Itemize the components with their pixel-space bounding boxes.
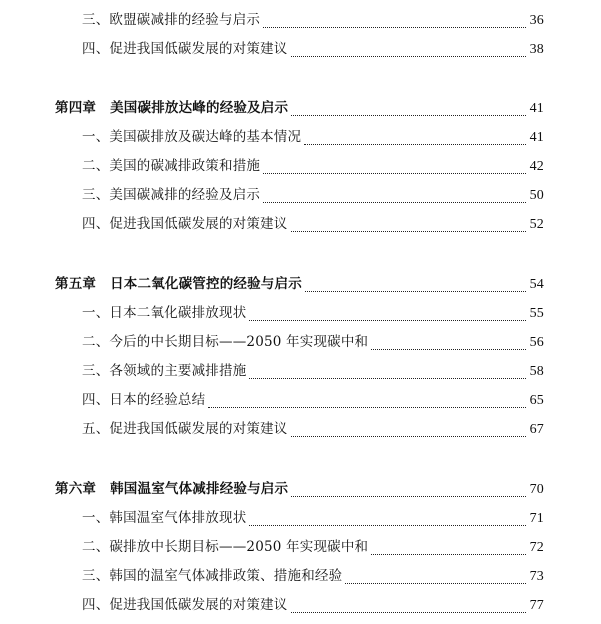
toc-section-entry[interactable]	[82, 564, 544, 588]
section-number: 四、	[82, 392, 110, 408]
section-title: 促进我国低碳发展的对策建议	[109, 41, 288, 57]
section-number: 一、	[82, 305, 110, 321]
section-title: 韩国温室气体排放现状	[109, 510, 247, 526]
dot-leader	[291, 612, 526, 613]
section-number: 二、	[82, 158, 110, 174]
chapter-title: 韩国温室气体减排经验与启示	[110, 481, 289, 497]
chapter-title: 日本二氧化碳管控的经验与启示	[110, 276, 302, 292]
toc-chapter-entry[interactable]	[55, 272, 544, 296]
page-number: 42	[529, 159, 544, 174]
dot-leader	[371, 554, 525, 555]
section-title: 美国的碳减排政策和措施	[109, 158, 261, 174]
toc-section-entry[interactable]	[82, 388, 544, 412]
section-title: 碳排放中长期目标——2050 年实现碳中和	[109, 539, 369, 555]
page-number: 77	[529, 598, 544, 613]
section-number: 四、	[82, 597, 110, 613]
toc-section-entry[interactable]	[82, 183, 544, 207]
toc-section-entry[interactable]	[82, 212, 544, 236]
section-title: 美国碳排放及碳达峰的基本情况	[109, 129, 302, 145]
toc-section-entry[interactable]	[82, 330, 544, 354]
dot-leader	[291, 436, 526, 437]
page-number: 65	[529, 393, 544, 408]
section-number: 四、	[82, 216, 110, 232]
dot-leader	[305, 291, 526, 292]
toc-chapter-entry[interactable]	[55, 477, 544, 501]
section-number: 三、	[82, 12, 110, 28]
section-title: 各领域的主要减排措施	[109, 363, 247, 379]
section-title: 欧盟碳减排的经验与启示	[109, 12, 261, 28]
toc-section-entry[interactable]	[82, 593, 544, 617]
toc-chapter-entry[interactable]	[55, 96, 544, 120]
dot-leader	[291, 56, 526, 57]
section-number: 三、	[82, 568, 110, 584]
page-number: 52	[529, 217, 544, 232]
section-number: 二、	[82, 334, 110, 350]
section-number: 三、	[82, 187, 110, 203]
section-title: 促进我国低碳发展的对策建议	[109, 216, 288, 232]
toc-section-entry[interactable]	[82, 37, 544, 61]
toc-section-entry[interactable]	[82, 301, 544, 325]
section-title: 今后的中长期目标——2050 年实现碳中和	[109, 334, 369, 350]
dot-leader	[208, 407, 525, 408]
dot-leader	[263, 27, 525, 28]
toc-section-entry[interactable]	[82, 154, 544, 178]
page-number: 41	[529, 101, 544, 116]
page-number: 56	[529, 335, 544, 350]
page-number: 73	[529, 569, 544, 584]
toc-section-entry[interactable]	[82, 125, 544, 149]
dot-leader	[249, 320, 525, 321]
section-number: 一、	[82, 510, 110, 526]
section-title: 美国碳减排的经验及启示	[109, 187, 261, 203]
section-title: 促进我国低碳发展的对策建议	[109, 597, 288, 613]
dot-leader	[249, 525, 525, 526]
page-number: 72	[529, 540, 544, 555]
section-number: 四、	[82, 41, 110, 57]
section-title: 日本二氧化碳排放现状	[109, 305, 247, 321]
page-number: 71	[529, 511, 544, 526]
dot-leader	[371, 349, 525, 350]
section-title: 韩国的温室气体减排政策、措施和经验	[109, 568, 343, 584]
toc-section-entry[interactable]	[82, 535, 544, 559]
page-number: 55	[529, 306, 544, 321]
page-number: 50	[529, 188, 544, 203]
page-number: 67	[529, 422, 544, 437]
dot-leader	[249, 378, 525, 379]
dot-leader	[291, 496, 525, 497]
page-number: 36	[529, 13, 544, 28]
section-title: 促进我国低碳发展的对策建议	[109, 421, 288, 437]
toc-section-entry[interactable]	[82, 506, 544, 530]
chapter-number: 第五章	[55, 276, 97, 292]
section-number: 三、	[82, 363, 110, 379]
dot-leader	[345, 583, 525, 584]
page-number: 38	[529, 42, 544, 57]
toc-section-entry[interactable]	[82, 359, 544, 383]
section-number: 五、	[82, 421, 110, 437]
toc-section-entry[interactable]	[82, 8, 544, 32]
chapter-number: 第六章	[55, 481, 97, 497]
page-number: 54	[529, 277, 544, 292]
dot-leader	[304, 144, 525, 145]
page-number: 58	[529, 364, 544, 379]
section-number: 二、	[82, 539, 110, 555]
chapter-title: 美国碳排放达峰的经验及启示	[110, 100, 289, 116]
section-title: 日本的经验总结	[109, 392, 206, 408]
chapter-number: 第四章	[55, 100, 97, 116]
dot-leader	[263, 202, 525, 203]
toc-section-entry[interactable]	[82, 417, 544, 441]
dot-leader	[263, 173, 525, 174]
dot-leader	[291, 231, 526, 232]
page-number: 70	[529, 482, 544, 497]
dot-leader	[291, 115, 525, 116]
section-number: 一、	[82, 129, 110, 145]
page-number: 41	[529, 130, 544, 145]
